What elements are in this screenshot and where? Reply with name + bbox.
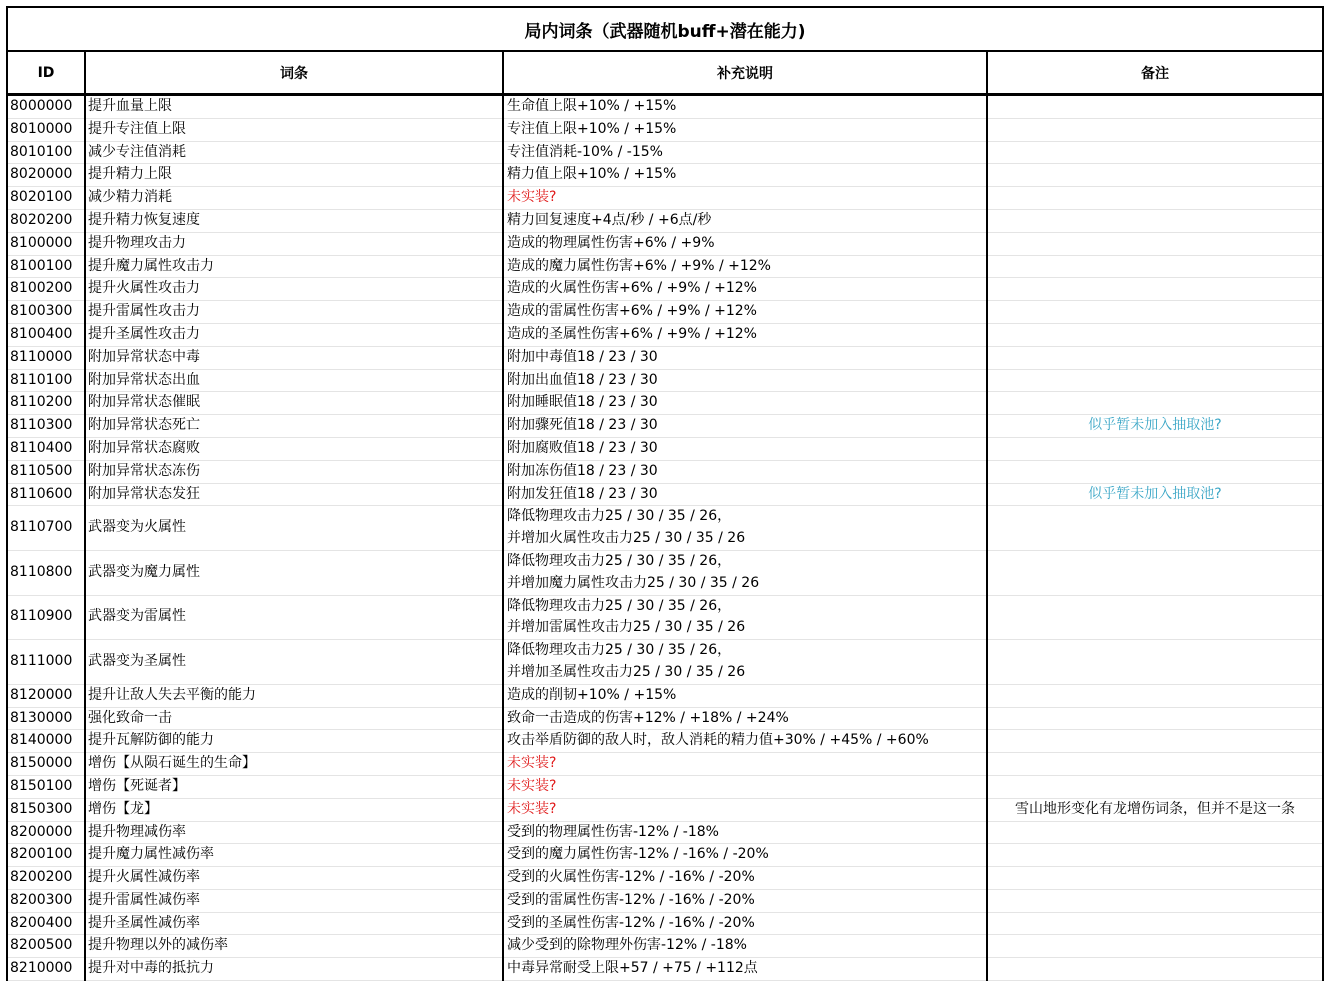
cell-description[interactable] xyxy=(503,640,987,685)
cell-id[interactable]: 8010100 xyxy=(8,141,85,164)
cell-entry[interactable]: 附加异常状态死亡 xyxy=(85,415,503,438)
cell-id[interactable]: 8100300 xyxy=(8,301,85,324)
description-line: 受到的雷属性伤害-12% / -16% / -20% xyxy=(507,891,755,908)
cell-id[interactable]: 8110200 xyxy=(8,392,85,415)
description-line: 造成的雷属性伤害+6% / +9% / +12% xyxy=(507,303,757,320)
table-row xyxy=(8,730,1322,753)
cell-note[interactable] xyxy=(987,323,1322,346)
table-row xyxy=(8,141,1322,164)
table-row xyxy=(8,595,1322,640)
cell-id[interactable]: 8120000 xyxy=(8,684,85,707)
cell-entry[interactable]: 增伤【龙】 xyxy=(85,798,503,821)
cell-id[interactable]: 8100000 xyxy=(8,232,85,255)
cell-description[interactable] xyxy=(503,889,987,912)
cell-note[interactable] xyxy=(987,95,1322,119)
table-row xyxy=(8,209,1322,232)
cell-description[interactable] xyxy=(503,867,987,890)
table-row xyxy=(8,889,1322,912)
cell-description[interactable] xyxy=(503,707,987,730)
cell-description[interactable] xyxy=(503,958,987,981)
table-row xyxy=(8,392,1322,415)
cell-description[interactable] xyxy=(503,798,987,821)
table-row xyxy=(8,164,1322,187)
cell-entry[interactable]: 提升雷属性减伤率 xyxy=(85,889,503,912)
entries-table xyxy=(8,52,1322,981)
cell-id[interactable]: 8100100 xyxy=(8,255,85,278)
cell-note[interactable]: 似乎暂未加入抽取池? xyxy=(987,415,1322,438)
cell-description[interactable] xyxy=(503,369,987,392)
cell-entry[interactable]: 武器变为圣属性 xyxy=(85,640,503,685)
cell-entry[interactable]: 提升物理减伤率 xyxy=(85,821,503,844)
cell-id[interactable]: 8110100 xyxy=(8,369,85,392)
cell-entry[interactable]: 提升让敌人失去平衡的能力 xyxy=(85,684,503,707)
cell-note[interactable] xyxy=(987,301,1322,324)
description-line: 造成的魔力属性伤害+6% / +9% / +12% xyxy=(507,257,771,274)
cell-entry[interactable]: 提升雷属性攻击力 xyxy=(85,301,503,324)
cell-note[interactable] xyxy=(987,392,1322,415)
cell-id[interactable]: 8110800 xyxy=(8,550,85,595)
table-row xyxy=(8,95,1322,119)
cell-note[interactable] xyxy=(987,187,1322,210)
table-row xyxy=(8,684,1322,707)
description-line: 致命一击造成的伤害+12% / +18% / +24% xyxy=(507,709,789,726)
table-row xyxy=(8,232,1322,255)
table-row xyxy=(8,187,1322,210)
table-row xyxy=(8,369,1322,392)
cell-description[interactable] xyxy=(503,775,987,798)
cell-id[interactable]: 8110000 xyxy=(8,346,85,369)
cell-note[interactable] xyxy=(987,707,1322,730)
description-line: 未实装? xyxy=(507,755,557,772)
description-line: 附加发狂值18 / 23 / 30 xyxy=(507,485,658,502)
description-line: 造成的火属性伤害+6% / +9% / +12% xyxy=(507,280,757,297)
header-note: 备注 xyxy=(987,52,1322,95)
description-line: 并增加火属性攻击力25 / 30 / 35 / 26 xyxy=(507,530,746,547)
cell-id[interactable]: 8150300 xyxy=(8,798,85,821)
cell-entry[interactable]: 提升血量上限 xyxy=(85,95,503,119)
cell-description[interactable] xyxy=(503,255,987,278)
cell-id[interactable]: 8110900 xyxy=(8,595,85,640)
table-row xyxy=(8,437,1322,460)
table-row xyxy=(8,506,1322,551)
cell-description[interactable] xyxy=(503,753,987,776)
cell-note[interactable] xyxy=(987,141,1322,164)
table-row xyxy=(8,867,1322,890)
cell-entry[interactable]: 附加异常状态发狂 xyxy=(85,483,503,506)
cell-note[interactable] xyxy=(987,844,1322,867)
description-line: 受到的圣属性伤害-12% / -16% / -20% xyxy=(507,914,755,931)
cell-entry[interactable]: 提升瓦解防御的能力 xyxy=(85,730,503,753)
cell-id[interactable]: 8110400 xyxy=(8,437,85,460)
table-row xyxy=(8,483,1322,506)
table-row xyxy=(8,346,1322,369)
description-line: 附加腐败值18 / 23 / 30 xyxy=(507,439,658,456)
cell-entry[interactable]: 提升精力恢复速度 xyxy=(85,209,503,232)
cell-description[interactable] xyxy=(503,323,987,346)
cell-entry[interactable]: 武器变为火属性 xyxy=(85,506,503,551)
cell-note[interactable] xyxy=(987,958,1322,981)
cell-entry[interactable]: 附加异常状态催眠 xyxy=(85,392,503,415)
table-row xyxy=(8,323,1322,346)
table-row xyxy=(8,775,1322,798)
cell-entry[interactable]: 附加异常状态中毒 xyxy=(85,346,503,369)
description-line: 降低物理攻击力25 / 30 / 35 / 26， xyxy=(507,597,732,614)
description-line: 附加中毒值18 / 23 / 30 xyxy=(507,348,658,365)
cell-id[interactable]: 8110500 xyxy=(8,460,85,483)
table-row xyxy=(8,278,1322,301)
description-line: 受到的物理属性伤害-12% / -18% xyxy=(507,823,719,840)
cell-note[interactable] xyxy=(987,775,1322,798)
description-line: 未实装? xyxy=(507,189,557,206)
header-id: ID xyxy=(8,52,85,95)
description-line: 附加睡眠值18 / 23 / 30 xyxy=(507,394,658,411)
description-line: 并增加魔力属性攻击力25 / 30 / 35 / 26 xyxy=(507,574,760,591)
cell-note[interactable] xyxy=(987,821,1322,844)
cell-id[interactable]: 8100400 xyxy=(8,323,85,346)
cell-id[interactable]: 8020100 xyxy=(8,187,85,210)
table-row xyxy=(8,707,1322,730)
cell-note[interactable] xyxy=(987,889,1322,912)
description-line: 附加冻伤值18 / 23 / 30 xyxy=(507,462,658,479)
sheet-title: 局内词条（武器随机buff+潜在能力) xyxy=(8,8,1322,52)
description-line: 降低物理攻击力25 / 30 / 35 / 26， xyxy=(507,552,732,569)
description-line: 造成的物理属性伤害+6% / +9% xyxy=(507,234,715,251)
cell-entry[interactable]: 武器变为雷属性 xyxy=(85,595,503,640)
table-row xyxy=(8,821,1322,844)
cell-note[interactable] xyxy=(987,369,1322,392)
cell-id[interactable]: 8020000 xyxy=(8,164,85,187)
cell-id[interactable]: 8200000 xyxy=(8,821,85,844)
cell-note[interactable] xyxy=(987,437,1322,460)
cell-description[interactable] xyxy=(503,118,987,141)
description-line: 受到的火属性伤害-12% / -16% / -20% xyxy=(507,869,755,886)
cell-description[interactable] xyxy=(503,415,987,438)
cell-id[interactable]: 8150000 xyxy=(8,753,85,776)
cell-note[interactable] xyxy=(987,753,1322,776)
table-row xyxy=(8,640,1322,685)
cell-description[interactable] xyxy=(503,187,987,210)
cell-description[interactable] xyxy=(503,483,987,506)
cell-description[interactable] xyxy=(503,844,987,867)
cell-description[interactable] xyxy=(503,346,987,369)
cell-description[interactable] xyxy=(503,301,987,324)
cell-entry[interactable]: 提升魔力属性减伤率 xyxy=(85,844,503,867)
table-row xyxy=(8,753,1322,776)
cell-entry[interactable]: 提升魔力属性攻击力 xyxy=(85,255,503,278)
table-row xyxy=(8,844,1322,867)
cell-description[interactable] xyxy=(503,684,987,707)
table-row xyxy=(8,301,1322,324)
cell-id[interactable]: 8111000 xyxy=(8,640,85,685)
cell-description[interactable] xyxy=(503,595,987,640)
cell-note[interactable] xyxy=(987,595,1322,640)
description-line: 造成的圣属性伤害+6% / +9% / +12% xyxy=(507,325,757,342)
cell-note[interactable] xyxy=(987,346,1322,369)
table-row xyxy=(8,935,1322,958)
cell-id[interactable]: 8200400 xyxy=(8,912,85,935)
cell-entry[interactable]: 附加异常状态腐败 xyxy=(85,437,503,460)
cell-entry[interactable]: 提升物理攻击力 xyxy=(85,232,503,255)
table-row xyxy=(8,958,1322,981)
cell-note[interactable] xyxy=(987,209,1322,232)
cell-description[interactable] xyxy=(503,821,987,844)
cell-description[interactable] xyxy=(503,95,987,119)
cell-description[interactable] xyxy=(503,730,987,753)
cell-entry[interactable]: 增伤【死诞者】 xyxy=(85,775,503,798)
cell-id[interactable]: 8210000 xyxy=(8,958,85,981)
table-row xyxy=(8,550,1322,595)
cell-entry[interactable]: 减少专注值消耗 xyxy=(85,141,503,164)
cell-entry[interactable]: 减少精力消耗 xyxy=(85,187,503,210)
cell-note[interactable]: 似乎暂未加入抽取池? xyxy=(987,483,1322,506)
cell-note[interactable] xyxy=(987,164,1322,187)
cell-entry[interactable]: 增伤【从陨石诞生的生命】 xyxy=(85,753,503,776)
cell-note[interactable] xyxy=(987,232,1322,255)
cell-id[interactable]: 8110600 xyxy=(8,483,85,506)
cell-id[interactable]: 8200200 xyxy=(8,867,85,890)
cell-entry[interactable]: 武器变为魔力属性 xyxy=(85,550,503,595)
table-row xyxy=(8,118,1322,141)
cell-note[interactable] xyxy=(987,684,1322,707)
description-line: 精力值上限+10% / +15% xyxy=(507,166,677,183)
description-line: 造成的削韧+10% / +15% xyxy=(507,686,677,703)
cell-entry[interactable]: 附加异常状态冻伤 xyxy=(85,460,503,483)
description-line: 专注值上限+10% / +15% xyxy=(507,120,677,137)
cell-description[interactable] xyxy=(503,550,987,595)
description-line: 精力回复速度+4点/秒 / +6点/秒 xyxy=(507,211,712,228)
cell-description[interactable] xyxy=(503,935,987,958)
spreadsheet xyxy=(6,6,1324,981)
description-line: 攻击举盾防御的敌人时，敌人消耗的精力值+30% / +45% / +60% xyxy=(507,732,929,749)
cell-description[interactable] xyxy=(503,209,987,232)
cell-note[interactable] xyxy=(987,912,1322,935)
cell-entry[interactable]: 提升物理以外的减伤率 xyxy=(85,935,503,958)
cell-note[interactable] xyxy=(987,935,1322,958)
cell-id[interactable]: 8010000 xyxy=(8,118,85,141)
cell-note[interactable] xyxy=(987,506,1322,551)
cell-note[interactable] xyxy=(987,640,1322,685)
description-line: 未实装? xyxy=(507,777,557,794)
description-line: 中毒异常耐受上限+57 / +75 / +112点 xyxy=(507,960,758,977)
table-body xyxy=(8,95,1322,981)
cell-id[interactable]: 8110700 xyxy=(8,506,85,551)
cell-entry[interactable]: 提升对中毒的抵抗力 xyxy=(85,958,503,981)
description-line: 并增加圣属性攻击力25 / 30 / 35 / 26 xyxy=(507,663,746,680)
cell-description[interactable] xyxy=(503,506,987,551)
cell-note[interactable] xyxy=(987,278,1322,301)
cell-entry[interactable]: 提升精力上限 xyxy=(85,164,503,187)
description-line: 降低物理攻击力25 / 30 / 35 / 26， xyxy=(507,508,732,525)
table-row xyxy=(8,255,1322,278)
cell-id[interactable]: 8150100 xyxy=(8,775,85,798)
cell-description[interactable] xyxy=(503,232,987,255)
table-row xyxy=(8,415,1322,438)
cell-description[interactable] xyxy=(503,392,987,415)
cell-description[interactable] xyxy=(503,141,987,164)
header-desc: 补充说明 xyxy=(503,52,987,95)
cell-entry[interactable]: 提升圣属性减伤率 xyxy=(85,912,503,935)
description-line: 减少受到的除物理外伤害-12% / -18% xyxy=(507,937,747,954)
cell-id[interactable]: 8200500 xyxy=(8,935,85,958)
description-line: 附加骤死值18 / 23 / 30 xyxy=(507,417,658,434)
cell-note[interactable] xyxy=(987,118,1322,141)
cell-note[interactable] xyxy=(987,730,1322,753)
cell-note[interactable]: 雪山地形变化有龙增伤词条，但并不是这一条 xyxy=(987,798,1322,821)
table-row xyxy=(8,460,1322,483)
cell-id[interactable]: 8200100 xyxy=(8,844,85,867)
cell-id[interactable]: 8020200 xyxy=(8,209,85,232)
cell-entry[interactable]: 提升圣属性攻击力 xyxy=(85,323,503,346)
cell-description[interactable] xyxy=(503,460,987,483)
cell-note[interactable] xyxy=(987,550,1322,595)
description-line: 降低物理攻击力25 / 30 / 35 / 26， xyxy=(507,642,732,659)
description-line: 未实装? xyxy=(507,800,557,817)
description-line: 专注值消耗-10% / -15% xyxy=(507,143,663,160)
cell-note[interactable] xyxy=(987,460,1322,483)
cell-description[interactable] xyxy=(503,164,987,187)
cell-description[interactable] xyxy=(503,437,987,460)
cell-id[interactable]: 8200300 xyxy=(8,889,85,912)
table-row xyxy=(8,912,1322,935)
description-line: 并增加雷属性攻击力25 / 30 / 35 / 26 xyxy=(507,619,746,636)
description-line: 附加出血值18 / 23 / 30 xyxy=(507,371,658,388)
description-line: 受到的魔力属性伤害-12% / -16% / -20% xyxy=(507,846,769,863)
cell-note[interactable] xyxy=(987,867,1322,890)
cell-entry[interactable]: 附加异常状态出血 xyxy=(85,369,503,392)
cell-note[interactable] xyxy=(987,255,1322,278)
cell-id[interactable]: 8000000 xyxy=(8,95,85,119)
cell-id[interactable]: 8110300 xyxy=(8,415,85,438)
cell-id[interactable]: 8140000 xyxy=(8,730,85,753)
cell-entry[interactable]: 提升火属性攻击力 xyxy=(85,278,503,301)
cell-id[interactable]: 8100200 xyxy=(8,278,85,301)
cell-id[interactable]: 8130000 xyxy=(8,707,85,730)
cell-entry[interactable]: 提升专注值上限 xyxy=(85,118,503,141)
table-row xyxy=(8,798,1322,821)
description-line: 生命值上限+10% / +15% xyxy=(507,98,677,114)
cell-entry[interactable]: 强化致命一击 xyxy=(85,707,503,730)
header-entry: 词条 xyxy=(85,52,503,95)
cell-description[interactable] xyxy=(503,912,987,935)
header-row xyxy=(8,52,1322,95)
cell-description[interactable] xyxy=(503,278,987,301)
cell-entry[interactable]: 提升火属性减伤率 xyxy=(85,867,503,890)
